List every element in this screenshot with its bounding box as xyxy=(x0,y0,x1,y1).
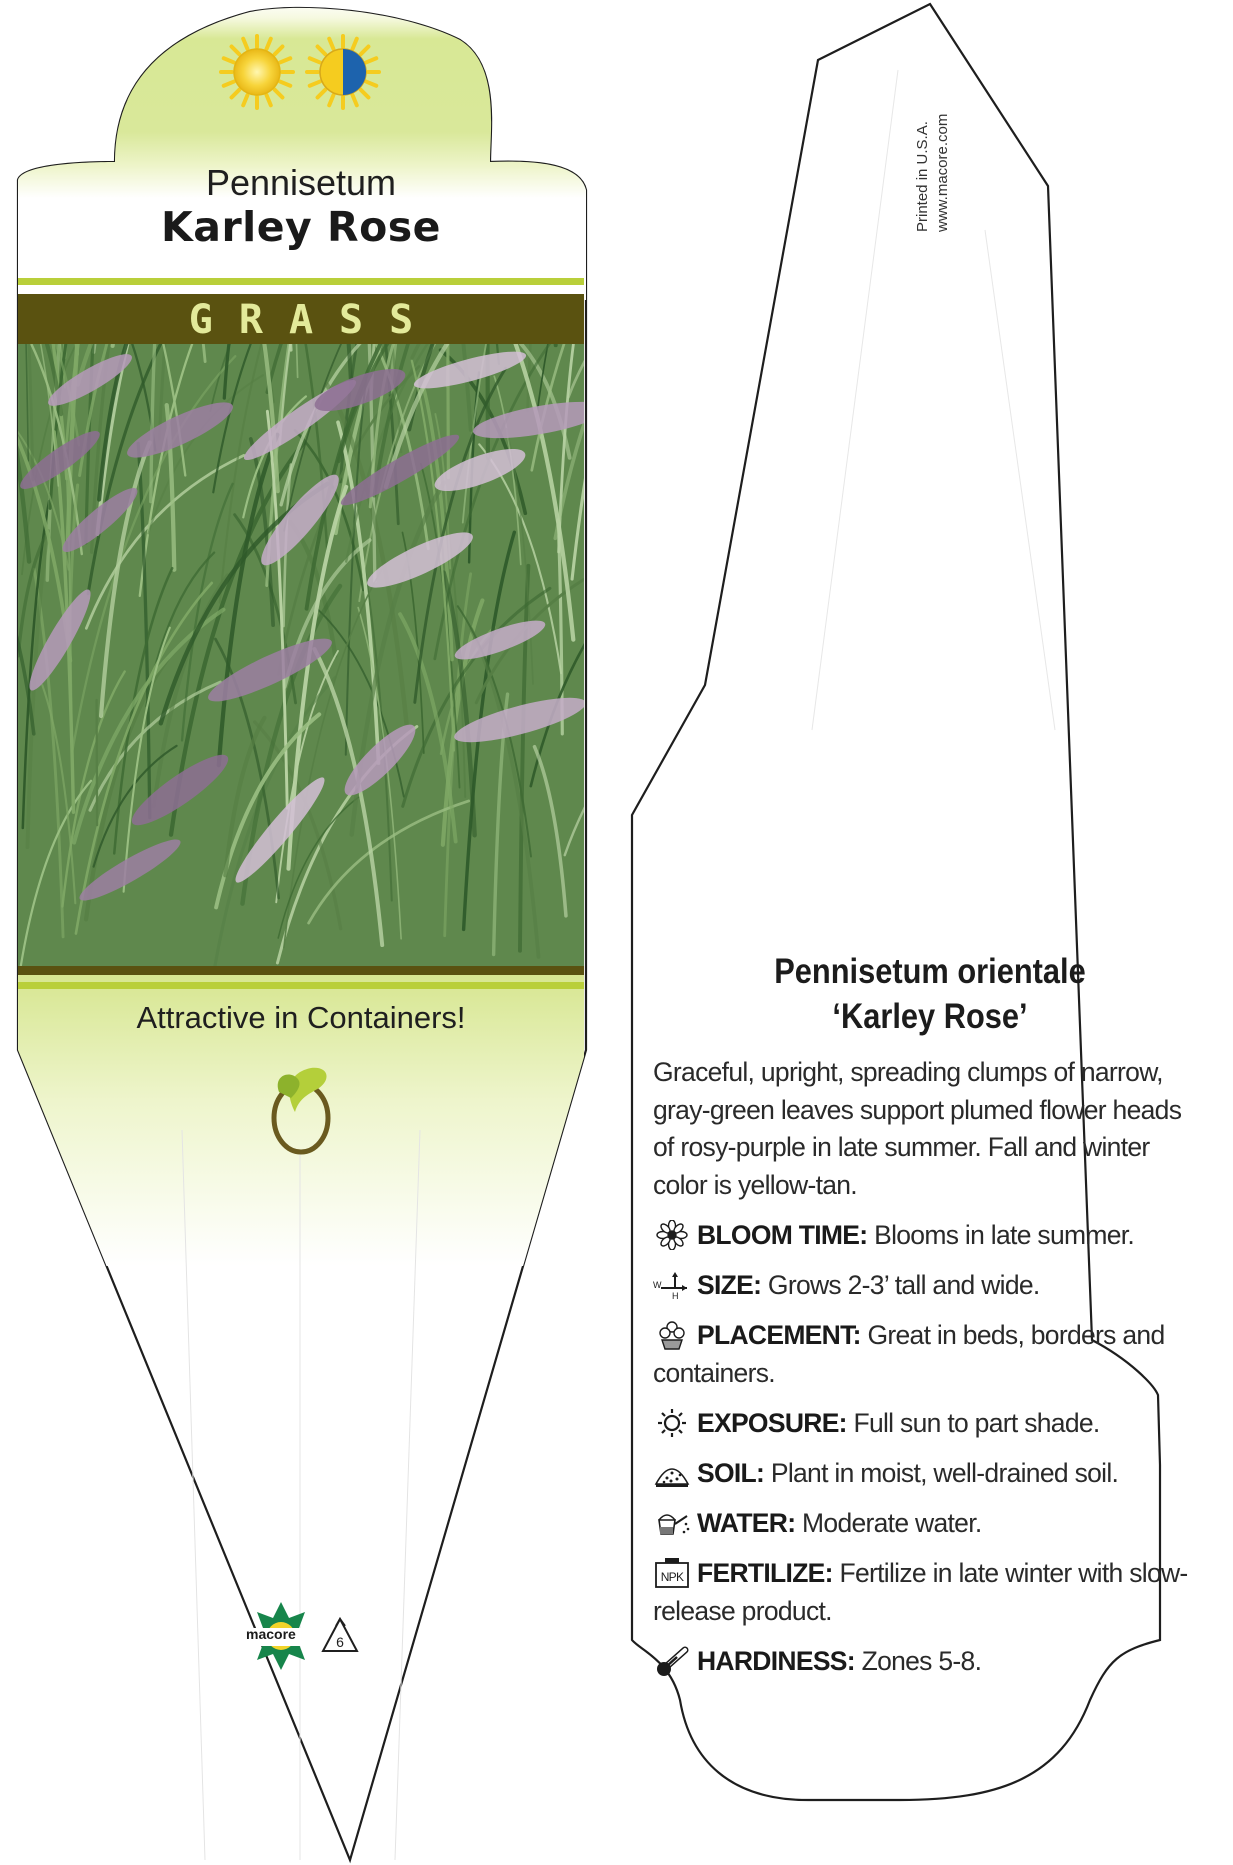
attr-water xyxy=(653,1505,1193,1543)
back-title-line1: Pennisetum orientale xyxy=(774,952,1086,991)
attr-label: EXPOSURE: xyxy=(697,1408,847,1438)
attr-bloom-time xyxy=(653,1217,1193,1255)
attr-size xyxy=(653,1267,1193,1305)
attr-placement xyxy=(653,1317,1193,1392)
svg-text:H: H xyxy=(672,1291,678,1300)
attr-soil xyxy=(653,1455,1193,1493)
attr-text: Full sun to part shade. xyxy=(853,1408,1100,1438)
attr-text: Great in beds, borders and containers. xyxy=(653,1320,1165,1388)
svg-text:6: 6 xyxy=(336,1634,344,1650)
feature-tagline: Attractive in Containers! xyxy=(136,1000,466,1035)
attr-label: PLACEMENT: xyxy=(697,1320,861,1350)
thermometer-icon xyxy=(653,1646,691,1676)
attr-label: SOIL: xyxy=(697,1458,765,1488)
attr-text: Moderate water. xyxy=(802,1508,982,1538)
attr-text: Zones 5-8. xyxy=(861,1646,982,1676)
plant-description: Graceful, upright, spreading clumps of narrow, gray-green leaves support plumed flower heads of rosy-purple in late summer. Fall and winter color is yellow-tan. xyxy=(653,1057,1182,1200)
macore-wordmark: macore xyxy=(246,1626,296,1642)
back-title-line2: ‘Karley Rose’ xyxy=(832,997,1028,1036)
attr-label: HARDINESS: xyxy=(697,1646,855,1676)
attr-label: FERTILIZE: xyxy=(697,1558,833,1588)
front-genus-name: Pennisetum xyxy=(205,162,397,203)
svg-text:NPK: NPK xyxy=(660,1570,684,1584)
attr-text: Blooms in late summer. xyxy=(874,1220,1135,1250)
watering-can-icon xyxy=(653,1508,691,1538)
attr-fertilize xyxy=(653,1555,1193,1630)
attr-text: Grows 2-3’ tall and wide. xyxy=(767,1270,1040,1300)
svg-text:W: W xyxy=(653,1280,661,1290)
attr-exposure xyxy=(653,1405,1193,1443)
full-sun-icon xyxy=(221,36,293,108)
front-cultivar-name: Karley Rose xyxy=(161,203,441,251)
plant-placement-icon xyxy=(653,1320,691,1350)
printed-in: Printed in U.S.A. xyxy=(914,121,931,232)
attr-label: WATER: xyxy=(697,1508,796,1538)
attr-label: BLOOM TIME: xyxy=(697,1220,868,1250)
attr-text: Plant in moist, well-drained soil. xyxy=(770,1458,1119,1488)
website: www.macore.com xyxy=(934,113,951,232)
attr-label: SIZE: xyxy=(697,1270,762,1300)
category-band: GRASS xyxy=(188,297,440,343)
sun-outline-icon xyxy=(653,1408,691,1438)
npk-bag-icon xyxy=(653,1558,691,1588)
attr-hardiness xyxy=(653,1643,1193,1681)
soil-pile-icon xyxy=(653,1458,691,1488)
flower-icon xyxy=(653,1220,691,1250)
attr-text: Fertilize in late winter with slow-release product. xyxy=(653,1558,1188,1626)
part-shade-icon xyxy=(307,36,379,108)
size-arrows-icon xyxy=(653,1270,691,1300)
